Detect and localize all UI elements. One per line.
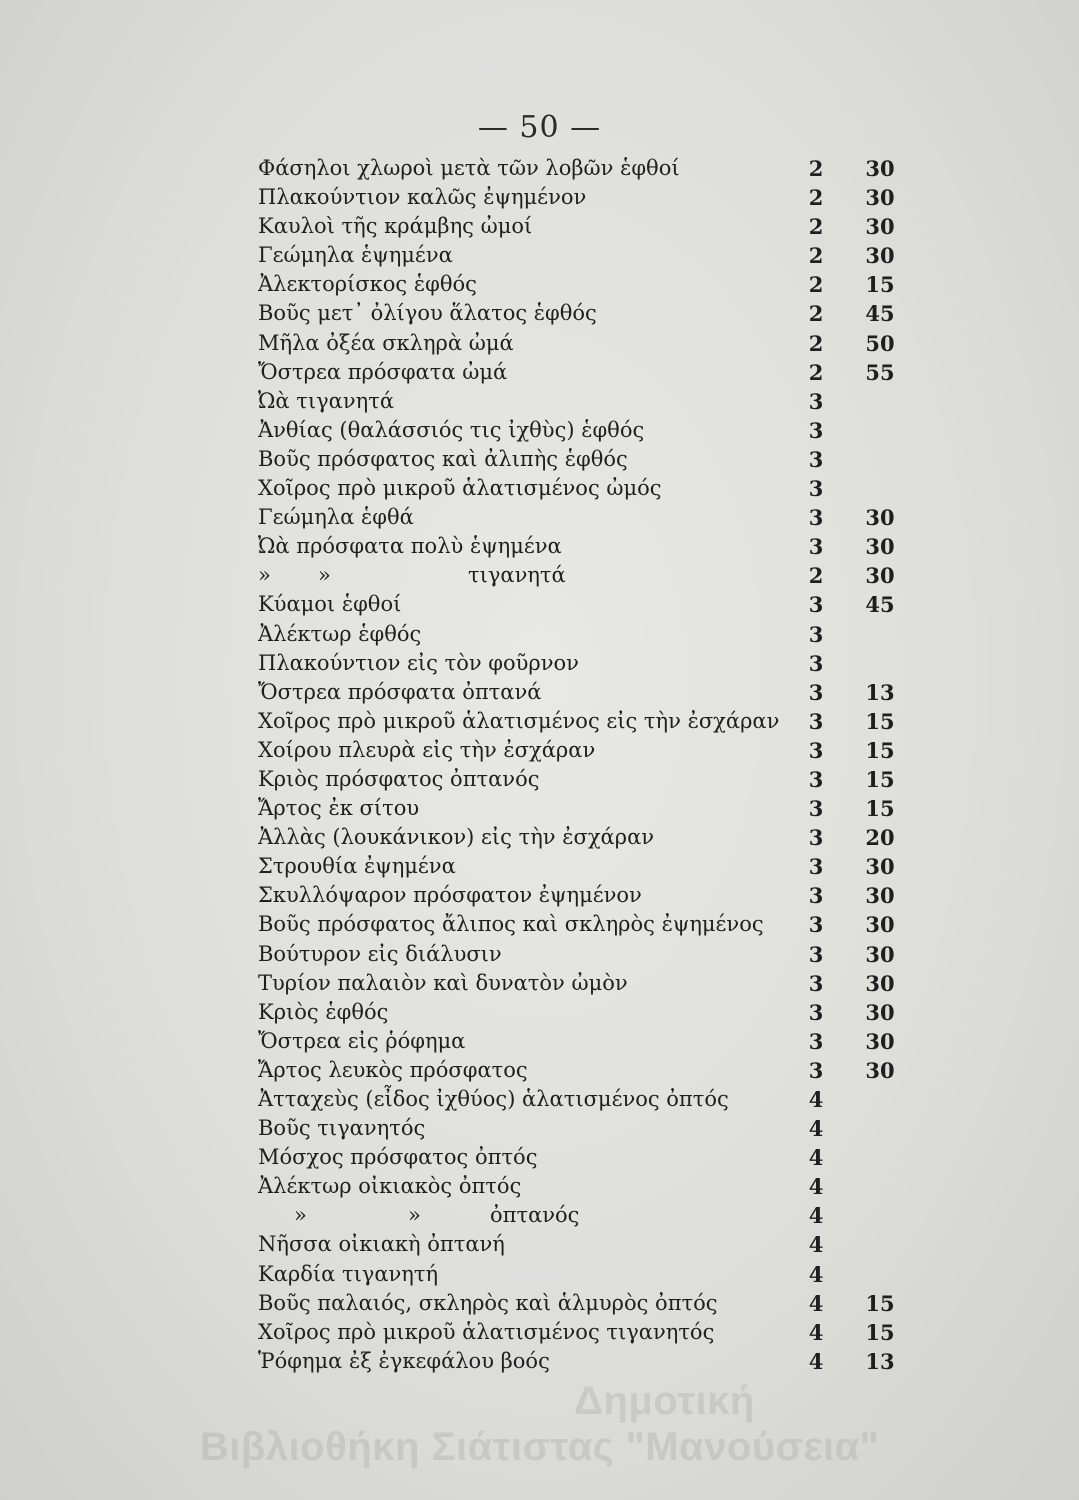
table-row <box>258 416 918 445</box>
food-label <box>258 1143 537 1172</box>
food-label-text: Καρδία τιγανητή <box>258 1261 439 1286</box>
food-label <box>258 474 662 503</box>
food-label-text: Ἀλέκτωρ οἰκιακὸς ὀπτός <box>258 1174 522 1199</box>
minutes-value: 30 <box>865 999 895 1025</box>
table-row <box>258 474 918 503</box>
table-row <box>258 503 918 532</box>
food-label-text: Νῆσσα οἰκιακὴ ὀπτανή <box>258 1232 505 1257</box>
minutes-value: 30 <box>865 912 895 938</box>
table-row <box>258 620 918 649</box>
hours-value: 2 <box>808 214 824 240</box>
hours-value: 3 <box>808 476 824 502</box>
food-label <box>258 620 421 649</box>
minutes-value: 13 <box>865 679 895 705</box>
minutes-value: 15 <box>865 272 895 298</box>
hours-value: 3 <box>808 854 824 880</box>
minutes-value: 30 <box>865 156 895 181</box>
minutes-value: 30 <box>865 1057 895 1083</box>
food-label <box>258 910 764 939</box>
food-label <box>258 1114 425 1143</box>
minutes-value: 30 <box>865 243 895 269</box>
food-label <box>258 765 539 794</box>
table-row <box>258 1230 918 1259</box>
hours-value: 4 <box>808 1261 824 1287</box>
hours-value: 4 <box>808 1116 824 1142</box>
hours-value: 3 <box>808 766 824 792</box>
minutes-value: 50 <box>865 330 895 356</box>
ditto-mark: » <box>318 563 331 588</box>
table-row <box>258 532 918 561</box>
food-label-text: Σκυλλόψαρον πρόσφατον ἐψημένον <box>258 883 642 908</box>
food-label <box>258 1172 521 1201</box>
food-label-text: Ὄστρεα πρόσφατα ὀπτανά <box>258 679 542 704</box>
table-row <box>258 998 918 1027</box>
food-label-text: Κριὸς πρόσφατος ὀπτανός <box>258 766 540 791</box>
minutes-value: 15 <box>865 766 895 792</box>
food-label <box>258 154 680 183</box>
food-label <box>258 387 394 416</box>
food-label-text: Μῆλα ὀξέα σκληρὰ ὠμά <box>258 330 514 355</box>
hours-value: 4 <box>808 1174 824 1200</box>
hours-value: 3 <box>808 708 824 734</box>
food-label-text: Ἀτταχεὺς (εἶδος ἰχθύος) ἁλατισμένος ὀπτός <box>258 1087 729 1111</box>
food-label <box>258 707 779 736</box>
food-label-text: Πλακούντιον εἰς τὸν φοῦρνον <box>258 650 579 675</box>
food-label <box>258 823 654 852</box>
food-label-text: Βοῦς πρόσφατος καὶ ἀλιπὴς ἑφθός <box>258 446 628 471</box>
food-label-text: Ἀλλὰς (λουκάνικον) εἰς τὴν ἐσχάραν <box>258 825 655 850</box>
food-label <box>258 1230 505 1259</box>
minutes-value: 30 <box>865 1028 895 1054</box>
table-row <box>258 387 918 416</box>
table-row <box>258 707 918 736</box>
food-label <box>258 329 514 358</box>
food-label <box>258 736 595 765</box>
food-label-text: Ὠὰ τιγανητά <box>258 388 394 413</box>
hours-value: 2 <box>808 185 824 211</box>
hours-value: 4 <box>808 1319 824 1345</box>
food-label <box>258 1056 528 1085</box>
food-label <box>258 183 586 212</box>
food-label-text: Ῥόφημα ἐξ ἐγκεφάλου βοός <box>258 1348 550 1373</box>
food-label-text: Ἀνθίας (θαλάσσιός τις ἰχθὺς) ἑφθός <box>258 417 645 442</box>
table-row <box>258 445 918 474</box>
food-label-text: Ἀλέκτωρ ἑφθός <box>258 621 422 646</box>
hours-value: 3 <box>808 388 824 414</box>
hours-value: 4 <box>808 1232 824 1258</box>
hours-value: 3 <box>808 999 824 1025</box>
hours-value: 3 <box>808 970 824 996</box>
food-label-text: Ἀλεκτορίσκος ἑφθός <box>258 272 477 297</box>
hours-value: 3 <box>808 1057 824 1083</box>
minutes-value: 13 <box>865 1348 895 1374</box>
hours-value: 2 <box>808 301 824 327</box>
table-row <box>258 1114 918 1143</box>
hours-value: 4 <box>808 1087 824 1112</box>
hours-value: 2 <box>808 156 824 181</box>
hours-value: 3 <box>808 941 824 967</box>
hours-value: 3 <box>808 650 824 676</box>
food-label <box>258 881 642 910</box>
library-watermark <box>0 1378 1079 1470</box>
food-label <box>258 445 628 474</box>
ditto-mark: » <box>408 1203 421 1228</box>
cooking-times-table <box>258 154 918 1376</box>
table-row <box>258 736 918 765</box>
food-label-text: Χοῖρος πρὸ μικροῦ ἁλατισμένος ὠμός <box>258 476 662 501</box>
hours-value: 3 <box>808 592 824 618</box>
table-row <box>258 678 918 707</box>
table-row <box>258 910 918 939</box>
food-label-text: Ἄρτος λευκὸς πρόσφατος <box>258 1057 528 1082</box>
food-label-text: Κριὸς ἑφθός <box>258 999 389 1024</box>
food-label <box>258 212 532 241</box>
table-row <box>258 1289 918 1318</box>
page-number: — 50 — <box>477 110 602 145</box>
table-row <box>258 881 918 910</box>
minutes-value: 30 <box>865 185 895 211</box>
food-label <box>258 794 419 823</box>
table-row <box>258 969 918 998</box>
table-row <box>258 329 918 358</box>
food-label <box>258 998 388 1027</box>
food-label <box>258 358 507 387</box>
food-label-text: Φάσηλοι χλωροὶ μετὰ τῶν λοβῶν ἑφθοί <box>258 156 680 180</box>
food-label-text: Καυλοὶ τῆς κράμβης ὠμοί <box>258 214 533 239</box>
table-row <box>258 561 918 590</box>
minutes-value: 15 <box>865 737 895 763</box>
food-label <box>258 1260 438 1289</box>
table-row <box>258 1172 918 1201</box>
table-row <box>258 1201 918 1230</box>
food-label-text: Χοίρου πλευρὰ εἰς τὴν ἐσχάραν <box>258 737 596 762</box>
minutes-value: 45 <box>865 592 895 618</box>
food-label-text: Χοῖρος πρὸ μικροῦ ἁλατισμένος εἰς τὴν ἐσχάραν <box>258 708 780 733</box>
ditto-mark: » <box>258 563 271 588</box>
table-row <box>258 852 918 881</box>
food-label <box>258 1318 714 1347</box>
table-row <box>258 1027 918 1056</box>
hours-value: 4 <box>808 1348 824 1374</box>
table-row <box>258 1143 918 1172</box>
minutes-value: 55 <box>865 359 895 385</box>
food-label <box>258 1289 718 1318</box>
table-row <box>258 1085 918 1114</box>
hours-value: 2 <box>808 359 824 385</box>
food-label <box>258 678 541 707</box>
hours-value: 4 <box>808 1145 824 1171</box>
hours-value: 3 <box>808 883 824 909</box>
hours-value: 3 <box>808 446 824 472</box>
minutes-value: 45 <box>865 301 895 327</box>
food-label-text: Βοῦς πρόσφατος ἄλιπος καὶ σκληρὸς ἐψημένος <box>258 912 764 937</box>
minutes-value: 15 <box>865 708 895 734</box>
food-label <box>258 561 566 590</box>
food-label <box>258 969 628 998</box>
food-label-text: Ὄστρεα εἰς ῥόφημα <box>258 1028 466 1053</box>
food-label <box>258 503 414 532</box>
table-row <box>258 358 918 387</box>
table-row <box>258 1318 918 1347</box>
watermark-line-2: Βιβλιοθήκη Σιάτιστας "Μανούσεια" <box>199 1425 880 1469</box>
food-label-text: Πλακούντιον καλῶς ἐψημένον <box>258 185 587 210</box>
food-label <box>258 416 644 445</box>
table-row <box>258 1260 918 1289</box>
food-label-text: Στρουθία ἐψημένα <box>258 854 456 879</box>
hours-value: 3 <box>808 621 824 647</box>
food-label <box>258 1201 579 1230</box>
food-label <box>258 241 453 270</box>
hours-value: 4 <box>808 1203 824 1229</box>
minutes-value: 30 <box>865 883 895 909</box>
food-label-text: Κύαμοι ἑφθοί <box>258 592 402 617</box>
table-row <box>258 1347 918 1376</box>
hours-value: 4 <box>808 1290 824 1316</box>
minutes-value: 15 <box>865 796 895 822</box>
hours-value: 3 <box>808 534 824 560</box>
food-label-text: ὀπτανός <box>490 1203 580 1228</box>
food-label <box>258 1085 729 1114</box>
hours-value: 2 <box>808 243 824 269</box>
food-label-text: Χοῖρος πρὸ μικροῦ ἁλατισμένος τιγανητός <box>258 1319 715 1344</box>
hours-value: 3 <box>808 417 824 443</box>
table-row <box>258 270 918 299</box>
food-label <box>258 1027 465 1056</box>
hours-value: 3 <box>808 825 824 851</box>
food-label <box>258 649 579 678</box>
food-label-text: Γεώμηλα ἑψημένα <box>258 243 453 268</box>
hours-value: 3 <box>808 1028 824 1054</box>
food-label-text: Ἄρτος ἐκ σίτου <box>258 796 420 821</box>
table-row <box>258 940 918 969</box>
food-label-text: Τυρίον παλαιὸν καὶ δυνατὸν ὠμὸν <box>258 970 628 995</box>
hours-value: 2 <box>808 563 824 589</box>
minutes-value: 30 <box>865 563 895 589</box>
food-label-text: Βοῦς παλαιός, σκληρὸς καὶ ἁλμυρὸς ὀπτός <box>258 1290 718 1315</box>
food-label <box>258 270 477 299</box>
hours-value: 2 <box>808 330 824 356</box>
hours-value: 3 <box>808 505 824 531</box>
minutes-value: 30 <box>865 505 895 531</box>
minutes-value: 30 <box>865 854 895 880</box>
food-label <box>258 590 401 619</box>
food-label <box>258 532 562 561</box>
food-label-text: Γεώμηλα ἑφθά <box>258 505 414 530</box>
food-label-text: Βούτυρον εἰς διάλυσιν <box>258 941 502 966</box>
table-row <box>258 183 918 212</box>
table-row <box>258 241 918 270</box>
minutes-value: 30 <box>865 214 895 240</box>
table-row <box>258 154 918 183</box>
food-label <box>258 852 456 881</box>
table-row <box>258 823 918 852</box>
table-row <box>258 299 918 328</box>
hours-value: 3 <box>808 912 824 938</box>
hours-value: 3 <box>808 737 824 763</box>
food-label-text: Ὠὰ πρόσφατα πολὺ ἑψημένα <box>258 534 562 559</box>
table-row <box>258 765 918 794</box>
table-row <box>258 794 918 823</box>
hours-value: 3 <box>808 796 824 822</box>
table-row <box>258 212 918 241</box>
minutes-value: 15 <box>865 1290 895 1316</box>
food-label-text: Μόσχος πρόσφατος ὀπτός <box>258 1145 538 1170</box>
minutes-value: 15 <box>865 1319 895 1345</box>
table-row <box>258 649 918 678</box>
minutes-value: 20 <box>865 825 895 851</box>
minutes-value: 30 <box>865 970 895 996</box>
table-row <box>258 590 918 619</box>
ditto-mark: » <box>294 1203 307 1228</box>
hours-value: 2 <box>808 272 824 298</box>
food-label-text: Βοῦς μετ᾽ ὀλίγου ἅλατος ἑφθός <box>258 301 597 326</box>
minutes-value: 30 <box>865 534 895 560</box>
food-label-text: τιγανητά <box>468 563 566 588</box>
table-row <box>258 1056 918 1085</box>
food-label-text: Βοῦς τιγανητός <box>258 1116 426 1141</box>
food-label <box>258 299 597 328</box>
watermark-line-1: Δημοτική <box>574 1379 755 1423</box>
food-label <box>258 940 502 969</box>
hours-value: 3 <box>808 679 824 705</box>
food-label-text: Ὄστρεα πρόσφατα ὠμά <box>258 359 508 384</box>
food-label <box>258 1347 550 1376</box>
minutes-value: 30 <box>865 941 895 967</box>
